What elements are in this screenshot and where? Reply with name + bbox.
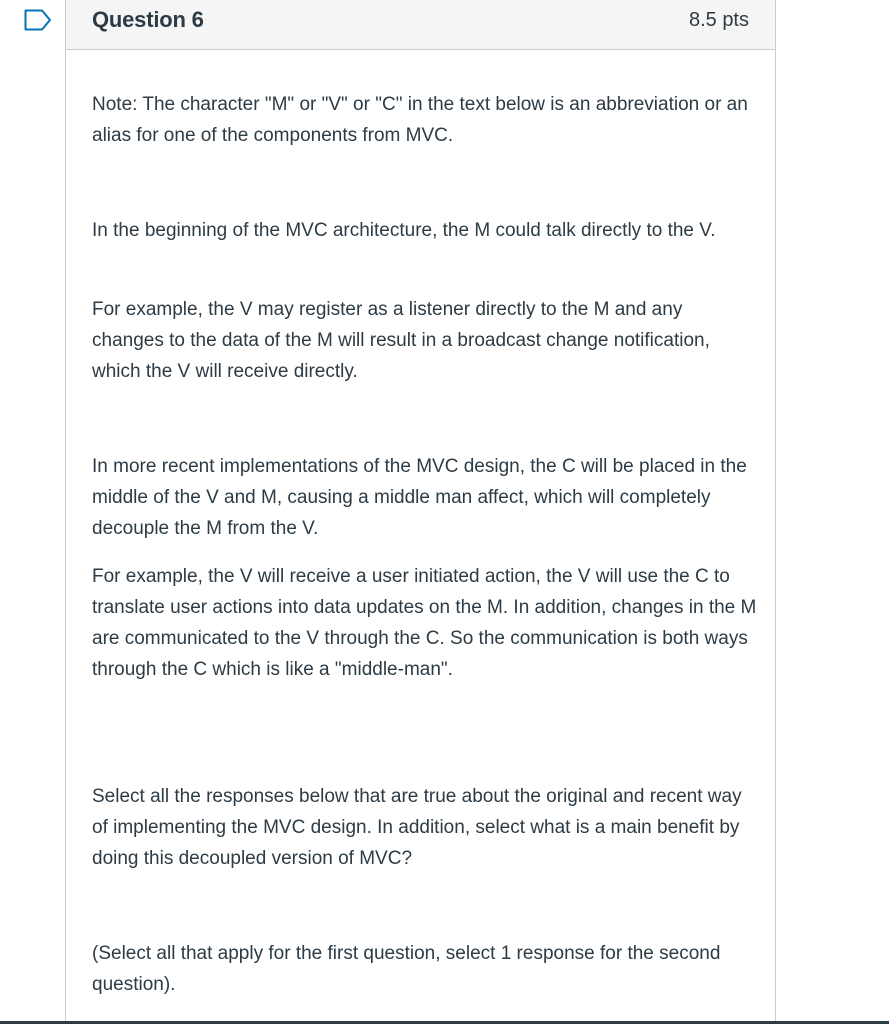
question-title: Question 6	[92, 7, 204, 32]
instruction-paragraph: (Select all that apply for the first question, select 1 response for the second question).	[92, 943, 721, 995]
question-card	[65, 0, 776, 1022]
question-points: 8.5 pts	[688, 9, 749, 31]
recent-example-paragraph: For example, the V will receive a user initiated action, the V will use the C to translate user actions into data updates on the M. In addition, changes in the M are communicated to the V through the C. So the communication is both ways through the C which is like a "middle-man".	[92, 566, 757, 680]
recent-mvc-paragraph: In more recent implementations of the MVC design, the C will be placed in the middle of the V and M, causing a middle man affect, which will completely decouple the M from the V.	[92, 456, 747, 539]
flag-question-icon[interactable]	[24, 9, 52, 31]
original-mvc-paragraph: In the beginning of the MVC architecture, the M could talk directly to the V.	[92, 220, 716, 241]
note-paragraph: Note: The character "M" or "V" or "C" in the text below is an abbreviation or an alias for one of the components from MVC.	[92, 94, 748, 146]
question-header	[66, 0, 775, 50]
prompt-paragraph: Select all the responses below that are true about the original and recent way of implementing the MVC design. In addition, select what is a main benefit by doing this decoupled version of MVC?	[92, 786, 742, 869]
original-example-paragraph: For example, the V may register as a listener directly to the M and any changes to the data of the M will result in a broadcast change notification, which the V will receive directly.	[92, 299, 710, 382]
